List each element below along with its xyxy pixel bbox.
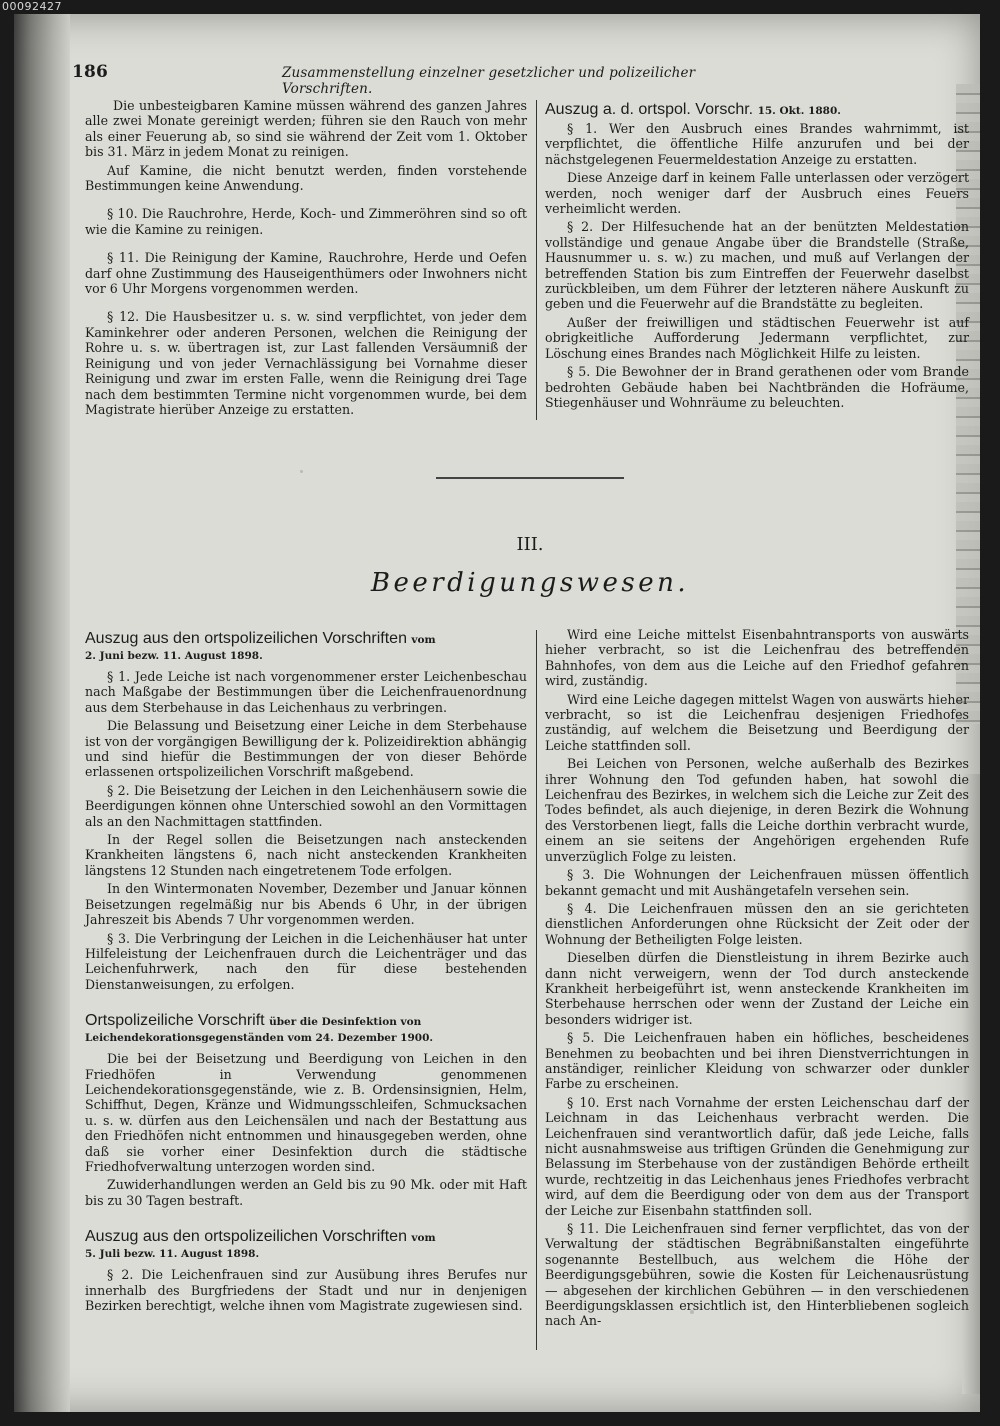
paragraph: Außer der freiwilligen und städtischen Feuerwehr ist auf obrigkeitliche Aufforderung Jedermann verpflichtet, zur Löschung eines Brandes nach Möglichkeit Hilfe zu leisten. bbox=[545, 314, 969, 361]
heading-text: Auszug aus den ortspolizeilichen Vorschriften bbox=[85, 630, 407, 647]
heading-text: Auszug aus den ortspolizeilichen Vorschriften bbox=[85, 1228, 407, 1246]
page-number: 186 bbox=[72, 62, 108, 82]
paragraph-section-5: § 5. Die Bewohner der in Brand gerathenen oder vom Brande bedrohten Gebäude haben bei Nachtbränden die Hofräume, Stiegenhäuser und Wohnräume zu beleuchten. bbox=[545, 364, 969, 410]
paragraph-section-2: § 2. Die Leichenfrauen sind zur Ausübung ihres Berufes nur innerhalb des Burgfriedens der Stadt und nur in denjenigen Bezirken berechtigt, welche ihnen vom Magistrate zugewiesen sind. bbox=[85, 1267, 527, 1313]
running-head bbox=[72, 60, 772, 97]
heading-date: Leichendekorationsgegenständen vom 24. Dezember 1900. bbox=[85, 1032, 434, 1045]
paragraph: Dieselben dürfen die Dienstleistung in ihrem Bezirke auch dann nicht verweigern, wenn der Tod durch ansteckende Krankheit herbeigeführt ist, wenn ansteckende Krankheiten im Sterbehause herrschen oder wenn der Zustand der Leiche ein besonders widriger ist. bbox=[545, 950, 969, 1027]
paragraph-section-2: § 2. Der Hilfesuchende hat an der benützten Meldestation vollständige und genaue Angabe über die Brandstelle (Straße, Hausnummer u. s. w.) zu machen, und muß auf Verlangen der betreffenden Station bis zum Eintreffen der Feuerwehr daselbst zurückbleiben, um dem Führer der letzteren nähere Auskunft zu geben und die Feuerwehr auf die Brandstätte zu begleiten. bbox=[545, 219, 969, 312]
heading-date: 15. Okt. 1880. bbox=[757, 105, 841, 117]
paper-speck bbox=[690, 1310, 694, 1314]
paragraph: Wird eine Leiche mittelst Eisenbahntransports von auswärts hieher verbracht, so ist die Leichenfrau des betreffenden Bahnhofes, von dem aus die Leiche auf den Friedhof gefahren wird, zuständig. bbox=[545, 627, 969, 689]
paragraph: Die bei der Beisetzung und Beerdigung von Leichen in den Friedhöfen in Verwendung genommenen Leichendekorationsgegenstände, wie z. B. Ordensinsignien, Helm, Schiffhut, Degen, Kränze und Widmungsschleifen, Schmucksachen u. s. w. dürfen aus den Leichensälen und nach der Bestattung aus den Friedhöfen nicht entnommen und hinausgegeben werden, ohne daß sie vorher einer Desinfektion durch die städtische Friedhofverwaltung unterzogen worden sind. bbox=[85, 1051, 527, 1174]
paragraph: In den Wintermonaten November, Dezember und Januar können Beisetzungen regelmäßig nur bis Abends 6 Uhr, in der übrigen Jahreszeit bis Abends 7 Uhr vorgenommen werden. bbox=[85, 881, 527, 928]
heading-fire-regulation bbox=[545, 100, 969, 121]
heading-text: Auszug a. d. ortspol. Vorschr. bbox=[545, 101, 754, 118]
column-burial-left bbox=[85, 627, 527, 1316]
section-separator-rule bbox=[436, 477, 624, 479]
heading-tail: vom bbox=[411, 634, 436, 646]
paragraph-section-4: § 4. Die Leichenfrauen müssen den an sie gerichteten dienstlichen Anforderungen ohne Rücksicht der Zeit oder der Wohnung der Betheiligten Folge leisten. bbox=[545, 900, 969, 947]
paragraph-section-1: § 1. Jede Leiche ist nach vorgenommener erster Leichenbeschau nach Maßgabe der Bestimmungen über die Leichenfrauenordnung aus dem Sterbehause in das Leichenhaus zu verbringen. bbox=[85, 669, 527, 715]
paragraph-section-3: § 3. Die Verbringung der Leichen in die Leichenhäuser hat unter Hilfeleistung der Leichenfrauen durch die Leichenträger und das Leichenfuhrwerk, nach den für diese bestehenden Dienstanweisungen, zu erfolgen. bbox=[85, 930, 527, 992]
paragraph-section-11: § 11. Die Reinigung der Kamine, Rauchrohre, Herde und Oefen darf ohne Zustimmung des Hauseigenthümers oder Inwohners nicht vor 6 Uhr Morgens vorgenommen werden. bbox=[85, 250, 527, 297]
paragraph: Auf Kamine, die nicht benutzt werden, finden vorstehende Bestimmungen keine Anwendung. bbox=[85, 162, 527, 194]
heading-disinfection bbox=[85, 1011, 527, 1032]
column-rule-bottom bbox=[536, 630, 537, 1350]
paragraph-section-11: § 11. Die Leichenfrauen sind ferner verpflichtet, das von der Verwaltung der städtischen Begräbnißanstalten eingeführte sogenannte Bestellbuch, aus welchem die Höhe der Beerdigungsgebühren, sowie die Kosten für Leichenausrüstung — abgesehen der kirchlichen Gebühren — in den verschiedenen Beerdigungsklassen ersichtlich ist, den Hinterbliebenen sogleich nach An- bbox=[545, 1221, 969, 1329]
paragraph: Diese Anzeige darf in keinem Falle unterlassen oder verzögert werden, noch weniger darf der Ausbruch eines Feuers verheimlicht werden. bbox=[545, 170, 969, 217]
heading-tail: vom bbox=[411, 1232, 436, 1245]
paragraph-section-3: § 3. Die Wohnungen der Leichenfrauen müssen öffentlich bekannt gemacht und mit Aushängetafeln versehen sein. bbox=[545, 867, 969, 898]
paragraph-section-10: § 10. Die Rauchrohre, Herde, Koch- und Zimmeröhren sind so oft wie die Kamine zu reinigen. bbox=[85, 206, 527, 237]
section-title: Beerdigungswesen. bbox=[370, 568, 690, 598]
paragraph-section-5: § 5. Die Leichenfrauen haben ein höfliches, bescheidenes Benehmen zu beobachten und bei ihren Dienstverrichtungen in anständiger, reinlicher Kleidung von schwarzer oder dunkler Farbe zu erscheinen. bbox=[545, 1030, 969, 1092]
column-fire-rules bbox=[545, 98, 969, 413]
heading-date: 2. Juni bezw. 11. August 1898. bbox=[85, 650, 263, 662]
scan-id-label: 00092427 bbox=[2, 0, 62, 13]
paper-speck bbox=[300, 470, 303, 473]
column-burial-right bbox=[545, 627, 969, 1332]
paragraph: Wird eine Leiche dagegen mittelst Wagen von auswärts hieher verbracht, so ist die Leichenfrau desjenigen Friedhofes zuständig, auf welchem die Beisetzung und Beerdigung der Leiche stattfinden soll. bbox=[545, 691, 969, 753]
paragraph-section-1: § 1. Wer den Ausbruch eines Brandes wahrnimmt, ist verpflichtet, die öffentliche Hilfe anzurufen und bei der nächstgelegenen Feuermeldestation Anzeige zu erstatten. bbox=[545, 121, 969, 167]
heading-date: 5. Juli bezw. 11. August 1898. bbox=[85, 1248, 260, 1261]
paragraph: In der Regel sollen die Beisetzungen nach ansteckenden Krankheiten längstens 6, nach nicht ansteckenden Krankheiten längstens 12 Stunden nach eingetretenem Tode erfolgen. bbox=[85, 832, 527, 878]
book-spine-shadow bbox=[14, 14, 70, 1412]
paragraph-section-10: § 10. Erst nach Vornahme der ersten Leichenschau darf der Leichnam in das Leichenhaus verbracht werden. Die Leichenfrauen sind verantwortlich dafür, daß jede Leiche, falls nicht ausnahmsweise aus triftigen Gründen die Genehmigung zur Belassung im Sterbehause von der zuständigen Behörde ertheilt wurde, rechtzeitig in das Leichenhaus jenes Friedhofes verbracht wird, auf dem die Beerdigung oder von dem aus der Transport der Leiche zur Eisenbahn stattfinden soll. bbox=[545, 1094, 969, 1218]
heading-text: Ortspolizeiliche Vorschrift bbox=[85, 1012, 265, 1030]
paragraph-section-2: § 2. Die Beisetzung der Leichen in den Leichenhäusern sowie die Beerdigungen können ohne Unterschied sowohl an den Vormittagen als an den Nachmittagen stattfinden. bbox=[85, 782, 527, 829]
section-number: III. bbox=[516, 534, 544, 555]
heading-regulation-1898 bbox=[85, 629, 527, 650]
paragraph: Zuwiderhandlungen werden an Geld bis zu 90 Mk. oder mit Haft bis zu 30 Tagen bestraft. bbox=[85, 1177, 527, 1208]
running-title: Zusammenstellung einzelner gesetzlicher und polizeilicher Vorschriften. bbox=[282, 65, 696, 97]
column-rule-top bbox=[536, 100, 537, 420]
column-chimney-rules bbox=[85, 98, 527, 420]
paragraph-section-12: § 12. Die Hausbesitzer u. s. w. sind verpflichtet, von jeder dem Kaminkehrer oder anderen Personen, welchen die Reinigung der Rohre u. s. w. übertragen ist, zur Last fallenden Versäumniß der Reinigung und von jeder Vernachlässigung bei Vornahme dieser Reinigung und zwar im ersten Falle, wenn die Reinigung drei Tage nach dem bestimmten Termine nicht vorgenommen wurde, bei dem Magistrate hierüber Anzeige zu erstatten. bbox=[85, 309, 527, 417]
paragraph: Bei Leichen von Personen, welche außerhalb des Bezirkes ihrer Wohnung den Tod gefunden haben, hat sowohl die Leichenfrau des Bezirkes, in welchem sich die Leiche zur Zeit des Todes befindet, als auch diejenige, in deren Bezirk die Wohnung des Verstorbenen liegt, falls die Leiche dorthin verbracht wurde, einem an sie seitens der Angehörigen ergehenden Rufe unverzüglich Folge zu leisten. bbox=[545, 756, 969, 864]
paragraph: Die Belassung und Beisetzung einer Leiche in dem Sterbehause ist von der vorgängigen Bewilligung der k. Polizeidirektion abhängig und sind hiefür die Bestimmungen der von dieser Behörde erlassenen ortspolizeilichen Vorschrift maßgebend. bbox=[85, 718, 527, 780]
paragraph: Die unbesteigbaren Kamine müssen während des ganzen Jahres alle zwei Monate gereinigt werden; führen sie den Rauch von mehr als einer Feuerung ab, so sind sie während der Zeit vom 1. Oktober bis 31. März in jedem Monat zu reinigen. bbox=[85, 98, 527, 160]
heading-tail: über die Desinfektion von bbox=[269, 1016, 422, 1029]
heading-regulation-1898-b bbox=[85, 1227, 527, 1248]
